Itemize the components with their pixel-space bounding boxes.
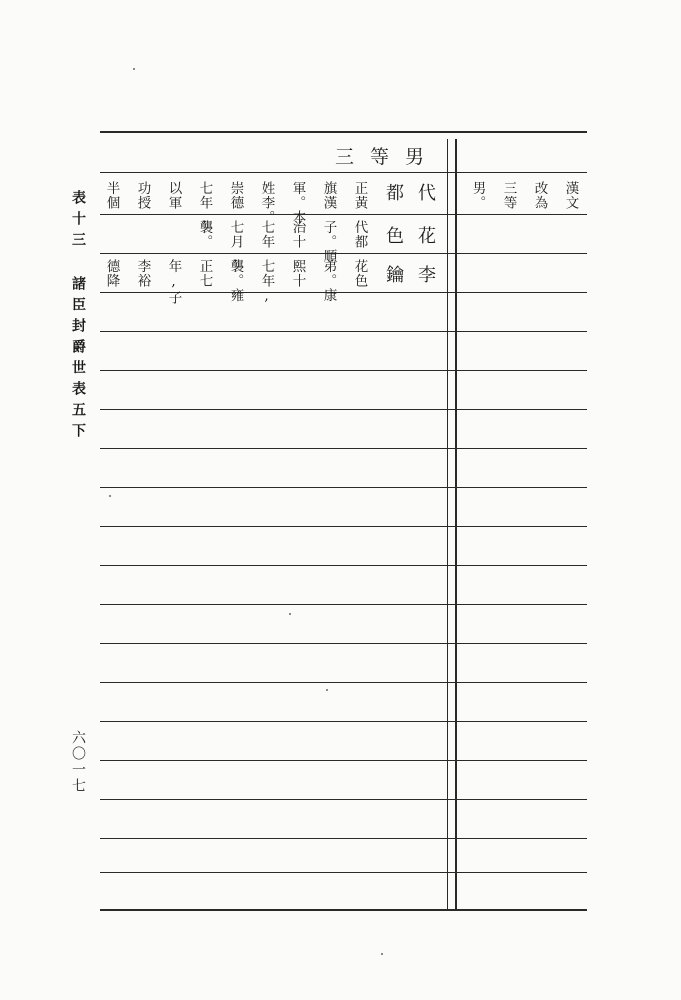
name-char: 鑰: [383, 265, 404, 297]
cell-text: 年,子: [165, 259, 182, 305]
cell-text: 崇德: [227, 181, 244, 210]
print-speck: [109, 495, 111, 497]
table-top-rule: [100, 131, 587, 133]
name-char: 色: [383, 226, 404, 258]
row-rule: [100, 760, 587, 761]
cell-text: 襲。: [196, 220, 213, 249]
name-row-2b: [416, 226, 434, 258]
header-rule: [100, 172, 587, 173]
column-divider: [447, 139, 448, 909]
cell-text: 李裕: [134, 259, 151, 288]
name-row-1: [384, 183, 402, 215]
row-rule: [100, 214, 587, 215]
row-rule: [100, 872, 587, 873]
row-rule: [100, 565, 587, 566]
row-rule: [100, 682, 587, 683]
name-char: 都: [383, 183, 404, 215]
row-rule: [100, 448, 587, 449]
cell-text: 七月,: [227, 220, 244, 266]
cell-text: 治十: [289, 220, 306, 249]
cell-text: 以軍: [165, 181, 182, 210]
note-text: 三等: [500, 181, 517, 210]
table-bottom-rule: [100, 909, 587, 911]
table-header: 三等男: [334, 146, 440, 168]
note-text: 改為: [531, 181, 548, 210]
name-row-3: [384, 265, 402, 297]
cell-text: 姓李。: [258, 181, 275, 225]
print-speck: [326, 689, 328, 691]
cell-text: 子。順: [320, 220, 337, 264]
row-rule: [100, 331, 587, 332]
cell-text: 德降: [103, 259, 120, 288]
name-row-3b: [416, 265, 434, 297]
name-char: 花: [415, 226, 436, 258]
cell-text: 旗漢: [320, 181, 337, 210]
cell-text: 代都: [351, 220, 368, 249]
row-rule: [100, 409, 587, 410]
cell-text: 七年,: [258, 259, 275, 305]
header-row: [334, 146, 440, 172]
note-text: 男。: [469, 181, 486, 210]
cell-text: 七年,: [196, 181, 213, 227]
print-speck: [381, 953, 383, 955]
name-row-1b: [416, 183, 434, 215]
section-title: 表十三 諸臣封爵世表五下: [70, 190, 86, 444]
cell-text: 正七: [196, 259, 213, 288]
print-speck: [289, 613, 291, 615]
name-row-2: [384, 226, 402, 258]
cell-text: 七年: [258, 220, 275, 249]
cell-text: 半個: [103, 181, 120, 210]
row-rule: [100, 253, 587, 254]
row-rule: [100, 643, 587, 644]
note-text: 漢文: [562, 181, 579, 210]
row-rule: [100, 370, 587, 371]
print-speck: [133, 68, 135, 70]
cell-text: 花色: [351, 259, 368, 288]
row-rule: [100, 838, 587, 839]
cell-text: 正黃: [351, 181, 368, 210]
cell-text: 弟。康: [320, 259, 337, 303]
cell-text: 襲。雍: [227, 259, 244, 303]
column-divider: [455, 139, 457, 909]
name-char: 代: [415, 183, 436, 215]
row-rule: [100, 526, 587, 527]
row-rule: [100, 487, 587, 488]
cell-text: 功授: [134, 181, 151, 210]
cell-text: 軍。本: [289, 181, 306, 225]
row-rule: [100, 799, 587, 800]
page-number: 六〇一七: [70, 730, 86, 794]
row-rule: [100, 604, 587, 605]
name-char: 李: [415, 265, 436, 297]
cell-text: 熙十: [289, 259, 306, 288]
row-rule: [100, 721, 587, 722]
